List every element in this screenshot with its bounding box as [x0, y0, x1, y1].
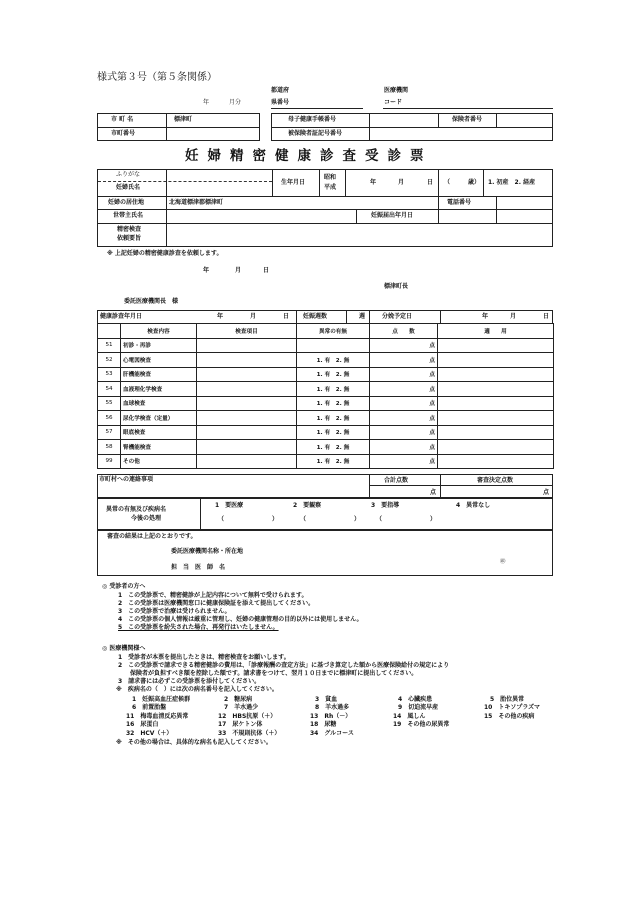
dob-year: 年 — [370, 179, 377, 186]
institutions-note-3: 3 請求書には必ずこの受診票を添付してください。 — [118, 678, 261, 685]
request-year: 年 — [203, 267, 210, 274]
disease-14: 14 風しん — [393, 713, 426, 720]
exam-table — [97, 323, 554, 469]
paren-3: （ ） — [376, 516, 437, 523]
municipality-name-label: 市 町 名 — [111, 116, 134, 123]
option-requires-treatment: 1 要医療 — [215, 502, 244, 509]
table-row: 52 心電図検査 1. 有 2. 無 点 — [98, 353, 554, 368]
municipality-number-label: 市町番号 — [111, 130, 136, 137]
doctor-name-label: 担 当 医 師 名 — [171, 564, 226, 571]
institutions-note-2b: 保険者が負担すべき額を控除した額です。請求書をつけて、翌月１０日までに標津町に提出してください。 — [118, 670, 418, 677]
form-title: 妊婦精密健康診査受診票 — [185, 148, 433, 164]
primipara-multipara: 1. 初産 2. 経産 — [488, 179, 536, 186]
phone-label: 電話番号 — [447, 199, 472, 206]
disease-7: 7 羊水過少 — [224, 704, 259, 711]
form-number: 様式第３号（第５条関係） — [97, 72, 217, 83]
table-row: 57 眼底検査 1. 有 2. 無 点 — [98, 425, 554, 440]
disease-11: 11 梅毒血清反応異常 — [126, 713, 189, 720]
table-row: 55 血球検査 1. 有 2. 無 点 — [98, 396, 554, 411]
result-note: 審査の結果は上記のとおりです。 — [107, 533, 197, 540]
option-observation: 2 要観察 — [293, 502, 322, 509]
institutions-note-2: 2 この受診票で請求できる精密健診の費用は、「診療報酬の査定方法」に基づき算定した額から医療保険給付の規定により — [118, 662, 450, 669]
weeks-unit: 週 — [359, 313, 366, 320]
exam-table-header — [98, 324, 554, 339]
prefecture-number-label: 県番号 — [271, 99, 290, 106]
final-note: ※ その他の場合は、具体的な病名も記入してください。 — [116, 739, 272, 746]
furigana-label: ふりがな — [116, 171, 141, 178]
table-row: 54 血液理化学検査 1. 有 2. 無 点 — [98, 382, 554, 397]
institutions-note-1: 1 受診者が本票を提出したときは、精密検査をお願いします。 — [118, 654, 290, 661]
exam-day: 日 — [283, 313, 290, 320]
patients-note-4: 4 この受診票の個人情報は厳重に管理し、妊婦の健康管理の目的以外には使用しません。 — [118, 616, 363, 623]
institutions-note-disease: ※ 疾病名の（ ）には次の病名番号を記入してください。 — [116, 686, 278, 693]
future-treatment-label: 今後の処理 — [131, 515, 162, 522]
mayor-label: 標津町長 — [384, 283, 409, 290]
institutions-notes-title: ◎ 医療機関様へ — [102, 645, 146, 652]
disease-8: 8 羊水過多 — [315, 704, 350, 711]
col-exam-item: 検査項目 — [197, 324, 297, 339]
medical-institution-label: 医療機関 — [384, 87, 409, 94]
disease-16: 16 尿蛋白 — [126, 721, 159, 728]
col-points: 点 数 — [370, 324, 438, 339]
patients-notes-title: ◎ 受診者の方へ — [102, 583, 146, 590]
due-day: 日 — [543, 313, 550, 320]
disease-33: 33 不規則抗体（＋） — [218, 730, 281, 737]
header-year: 年 — [203, 99, 210, 106]
disease-17: 17 尿ケトン体 — [218, 721, 263, 728]
due-month: 月 — [510, 313, 517, 320]
table-row: 53 肝機能検査 1. 有 2. 無 点 — [98, 367, 554, 382]
medical-institution-code-label: コード — [384, 99, 403, 106]
disease-13: 13 Rh（－） — [310, 713, 352, 720]
total-points-unit: 点 — [430, 489, 437, 496]
col-abnormality: 異常の有無 — [297, 324, 370, 339]
disease-6: 6 前置胎盤 — [132, 704, 167, 711]
decided-points-label: 審査決定点数 — [477, 477, 514, 484]
age-close: 歳） — [468, 179, 481, 186]
disease-32: 32 HCV（＋） — [126, 730, 173, 737]
dob-month: 月 — [398, 179, 405, 186]
mch-handbook-number-label: 母子健康手帳番号 — [288, 116, 337, 123]
disease-4: 4 心臓疾患 — [398, 696, 433, 703]
exam-date-label: 健康診査年月日 — [100, 313, 143, 320]
era-heisei: 平成 — [324, 184, 337, 191]
pregnancy-notification-date-label: 妊娠届出年月日 — [371, 212, 414, 219]
option-no-abnormality: 4 異常なし — [456, 502, 491, 509]
request-note: ※ 上記妊婦の精密健康診査を依頼します。 — [107, 250, 223, 257]
total-points-label: 合計点数 — [384, 477, 409, 484]
patients-note-3: 3 この受診票で治療は受けられません。 — [118, 608, 231, 615]
municipality-name-value: 標津町 — [174, 116, 193, 123]
table-row: 51 初診・再診 点 — [98, 338, 554, 353]
patients-note-1: 1 この受診票で、精密健診が上記内容について無料で受けられます。 — [118, 592, 308, 599]
col-application: 適 用 — [438, 324, 554, 339]
request-label-2: 依頼要旨 — [117, 235, 142, 242]
consignee-label: 委託医療機関長 様 — [124, 298, 179, 305]
request-month: 月 — [235, 267, 242, 274]
disease-19: 19 その他の尿異常 — [393, 721, 450, 728]
contact-label: 市町村への連絡事項 — [99, 476, 154, 483]
disease-10: 10 トキソプラズマ — [484, 704, 541, 711]
patients-note-5: 5 この受診票を紛失された場合、再発行はいたしません。 — [118, 624, 279, 631]
table-row: 58 腎機能検査 1. 有 2. 無 点 — [98, 440, 554, 455]
insured-number-label: 被保険者証記号番号 — [288, 130, 343, 137]
due-date-label: 分娩予定日 — [382, 313, 413, 320]
request-label-1: 精密検査 — [117, 226, 142, 233]
age-open: （ — [444, 179, 451, 186]
header-month: 月分 — [229, 99, 242, 106]
disease-15: 15 その他の疾病 — [484, 713, 535, 720]
patient-name-label: 妊婦氏名 — [116, 184, 141, 191]
insurer-number-label: 保険者番号 — [452, 116, 483, 123]
gestational-weeks-label: 妊娠週数 — [303, 313, 328, 320]
due-year: 年 — [482, 313, 489, 320]
institution-name-label: 委託医療機関名称・所在地 — [171, 548, 244, 555]
address-value: 北海道標津郡標津町 — [169, 199, 224, 206]
disease-1: 1 妊娠高血圧症候群 — [132, 696, 191, 703]
disease-5: 5 胎位異常 — [490, 696, 525, 703]
disease-9: 9 切迫流早産 — [398, 704, 439, 711]
request-day: 日 — [263, 267, 270, 274]
seal-mark: ㊞ — [500, 559, 506, 565]
col-exam-content: 検査内容 — [121, 324, 197, 339]
exam-year: 年 — [217, 313, 224, 320]
disease-2: 2 糖尿病 — [224, 696, 253, 703]
exam-month: 月 — [250, 313, 257, 320]
disease-18: 18 尿糖 — [310, 721, 337, 728]
address-label: 妊婦の居住地 — [108, 199, 145, 206]
dob-day: 日 — [427, 179, 434, 186]
paren-2: （ ） — [300, 516, 361, 523]
option-guidance: 3 要指導 — [371, 502, 400, 509]
disease-34: 34 グルコース — [310, 730, 354, 737]
householder-label: 世帯主氏名 — [113, 212, 144, 219]
abnormality-label: 異常の有無及び疾病名 — [106, 506, 167, 513]
era-showa: 昭和 — [324, 174, 337, 181]
dob-label: 生年月日 — [281, 179, 306, 186]
paren-1: （ ） — [218, 516, 279, 523]
table-row: 56 尿化学検査（定量） 1. 有 2. 無 点 — [98, 411, 554, 426]
disease-12: 12 HBS抗原（＋） — [218, 713, 277, 720]
disease-3: 3 貧血 — [315, 696, 338, 703]
decided-points-unit: 点 — [543, 489, 550, 496]
patients-note-2: 2 この受診票は医療機関窓口に健康保険証を添えて提出してください。 — [118, 600, 315, 607]
prefecture-label: 都道府 — [271, 87, 290, 94]
table-row: 99 その他 1. 有 2. 無 点 — [98, 454, 554, 469]
